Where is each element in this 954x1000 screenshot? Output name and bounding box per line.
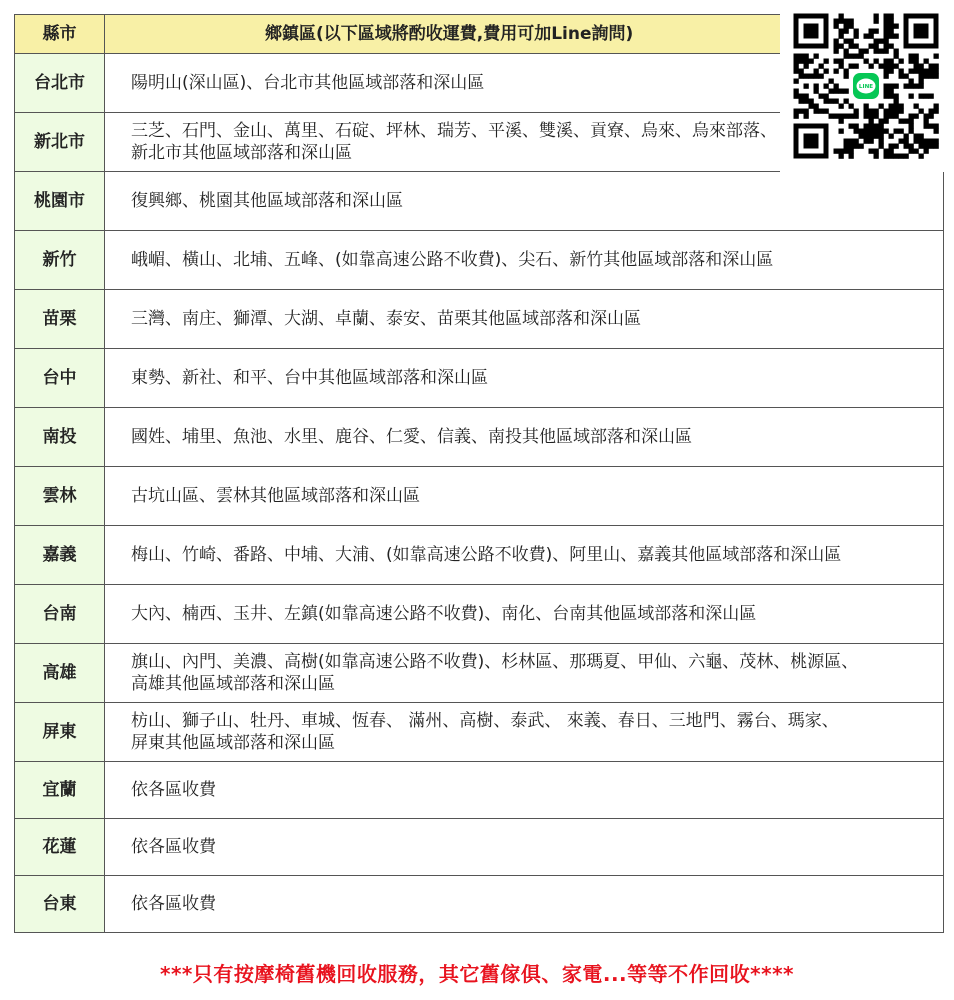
table-row xyxy=(15,231,944,290)
areas-line: 依各區收費 xyxy=(131,894,216,914)
areas-cell xyxy=(105,644,944,703)
areas-line: 古坑山區、雲林其他區域部落和深山區 xyxy=(131,486,420,506)
table-row xyxy=(15,526,944,585)
county-cell: 雲林 xyxy=(15,467,105,526)
areas-cell xyxy=(105,703,944,762)
line-qr-code[interactable] xyxy=(780,0,952,172)
county-cell: 高雄 xyxy=(15,644,105,703)
county-cell: 苗栗 xyxy=(15,290,105,349)
line-logo-text: LINE xyxy=(858,84,874,91)
areas-line: 旗山、內門、美濃、高樹(如靠高速公路不收費)、杉林區、那瑪夏、甲仙、六龜、茂林、桃源區、 xyxy=(131,652,859,672)
table-row xyxy=(15,762,944,819)
areas-line: 依各區收費 xyxy=(131,780,216,800)
areas-cell xyxy=(105,819,944,876)
table-body xyxy=(15,54,944,933)
areas-line: 枋山、獅子山、牡丹、車城、恆春、 滿州、高樹、泰武、 來義、春日、三地門、霧台、瑪家、 xyxy=(131,711,839,731)
areas-cell xyxy=(105,876,944,933)
areas-cell xyxy=(105,762,944,819)
areas-line: 峨嵋、橫山、北埔、五峰、(如靠高速公路不收費)、尖石、新竹其他區域部落和深山區 xyxy=(131,250,774,270)
areas-cell xyxy=(105,467,944,526)
column-header-areas: 鄉鎮區(以下區域將酌收運費,費用可加Line詢問) xyxy=(105,15,944,54)
areas-cell xyxy=(105,290,944,349)
county-cell: 台南 xyxy=(15,585,105,644)
table-row xyxy=(15,644,944,703)
county-cell: 桃園市 xyxy=(15,172,105,231)
county-cell: 台東 xyxy=(15,876,105,933)
county-cell: 花蓮 xyxy=(15,819,105,876)
areas-line: 東勢、新社、和平、台中其他區域部落和深山區 xyxy=(131,368,488,388)
table-row xyxy=(15,467,944,526)
county-cell: 新北市 xyxy=(15,113,105,172)
areas-line: 梅山、竹崎、番路、中埔、大浦、(如靠高速公路不收費)、阿里山、嘉義其他區域部落和深山區 xyxy=(131,545,842,565)
county-cell: 南投 xyxy=(15,408,105,467)
areas-line: 三芝、石門、金山、萬里、石碇、坪林、瑞芳、平溪、雙溪、貢寮、烏來、烏來部落、 xyxy=(131,121,777,141)
areas-line: 屏東其他區域部落和深山區 xyxy=(131,733,335,753)
county-cell: 宜蘭 xyxy=(15,762,105,819)
areas-line: 依各區收費 xyxy=(131,837,216,857)
table-row xyxy=(15,819,944,876)
areas-cell xyxy=(105,349,944,408)
county-cell: 台中 xyxy=(15,349,105,408)
table-row xyxy=(15,349,944,408)
areas-cell xyxy=(105,172,944,231)
county-cell: 新竹 xyxy=(15,231,105,290)
column-header-county: 縣市 xyxy=(15,15,105,54)
areas-line: 新北市其他區域部落和深山區 xyxy=(131,143,352,163)
areas-line: 大內、楠西、玉井、左鎮(如靠高速公路不收費)、南化、台南其他區域部落和深山區 xyxy=(131,604,757,624)
areas-line: 陽明山(深山區)、台北市其他區域部落和深山區 xyxy=(131,73,485,93)
county-cell: 屏東 xyxy=(15,703,105,762)
areas-line: 三灣、南庄、獅潭、大湖、卓蘭、泰安、苗栗其他區域部落和深山區 xyxy=(131,309,641,329)
table-row xyxy=(15,408,944,467)
areas-line: 國姓、埔里、魚池、水里、鹿谷、仁愛、信義、南投其他區域部落和深山區 xyxy=(131,427,692,447)
county-cell: 台北市 xyxy=(15,54,105,113)
recycling-note: ***只有按摩椅舊機回收服務，其它舊傢俱、家電...等等不作回收**** xyxy=(159,962,794,986)
areas-cell xyxy=(105,585,944,644)
areas-cell xyxy=(105,526,944,585)
areas-cell xyxy=(105,408,944,467)
areas-cell xyxy=(105,231,944,290)
areas-line: 復興鄉、桃園其他區域部落和深山區 xyxy=(131,191,403,211)
qr-code-icon xyxy=(780,0,952,172)
areas-line: 高雄其他區域部落和深山區 xyxy=(131,674,335,694)
table-row xyxy=(15,703,944,762)
table-row xyxy=(15,290,944,349)
table-row xyxy=(15,876,944,933)
table-row xyxy=(15,585,944,644)
table-row xyxy=(15,172,944,231)
county-cell: 嘉義 xyxy=(15,526,105,585)
